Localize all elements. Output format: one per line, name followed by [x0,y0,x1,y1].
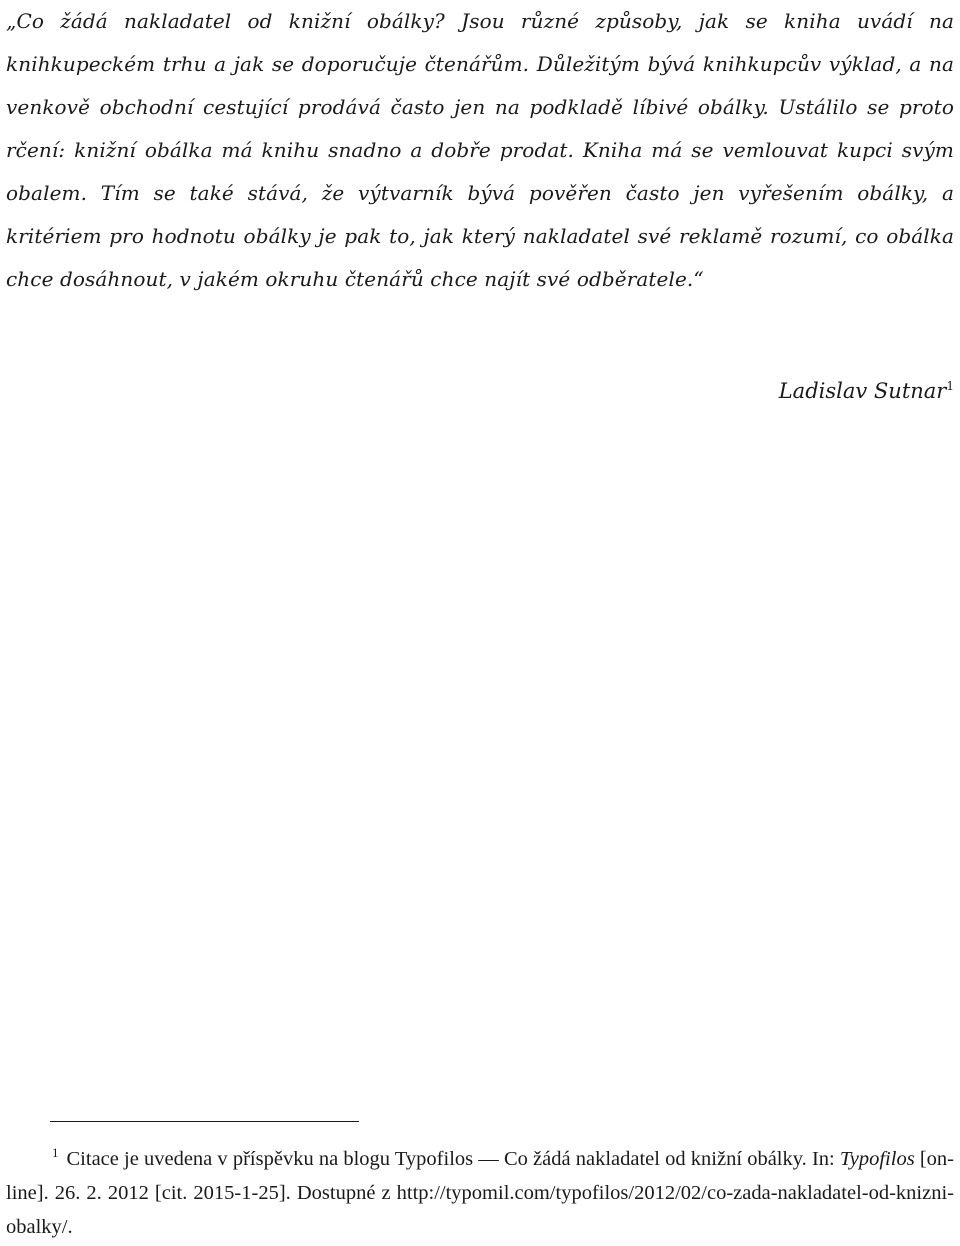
footnote-reference[interactable]: 1 [946,379,954,393]
author-name: Ladislav Sutnar [778,379,947,403]
document-page [6,0,954,1246]
footnote-text-after: [on-line]. 26. 2. 2012 [cit. 2015-1-25]. Dostupné z http://typomil.com/typofilos/2012/02/co-zada-nakladatel-od-knizni-obalky/. [6,1148,954,1238]
quote-author [779,370,954,413]
footnote-text-before: Citace je uvedena v příspěvku na blogu Typofilos — Co žádá nakladatel od knižní obálky. In: [66,1148,840,1170]
sutnar-quote: „Co žádá nakladatel od knižní obálky? Jsou různé způsoby, jak se kniha uvádí na knihkupeckém trhu a jak se doporučuje čtenářům. Důležitým bývá knihkupcův výklad, a na venkově obchodní cestující prodává často jen na podkladě líbivé obálky. Ustálilo se proto rčení: knižní obálka má knihu snadno a dobře prodat. Kniha má se vemlouvat kupci svým obalem. Tím se také stává, že výtvarník bývá pověřen často jen vyřešením obálky, a kritériem pro hodnotu obálky je pak to, jak který nakladatel své reklamě rozumí, co obálka chce dosáhnout, v jakém okruhu čtenářů chce najít své odběratele.“ [6,9,954,291]
footnote [6,1142,954,1244]
footnote-separator [50,1121,359,1122]
footnote-number: 1 [52,1145,59,1161]
footnote-source-title: Typofilos [839,1148,915,1170]
